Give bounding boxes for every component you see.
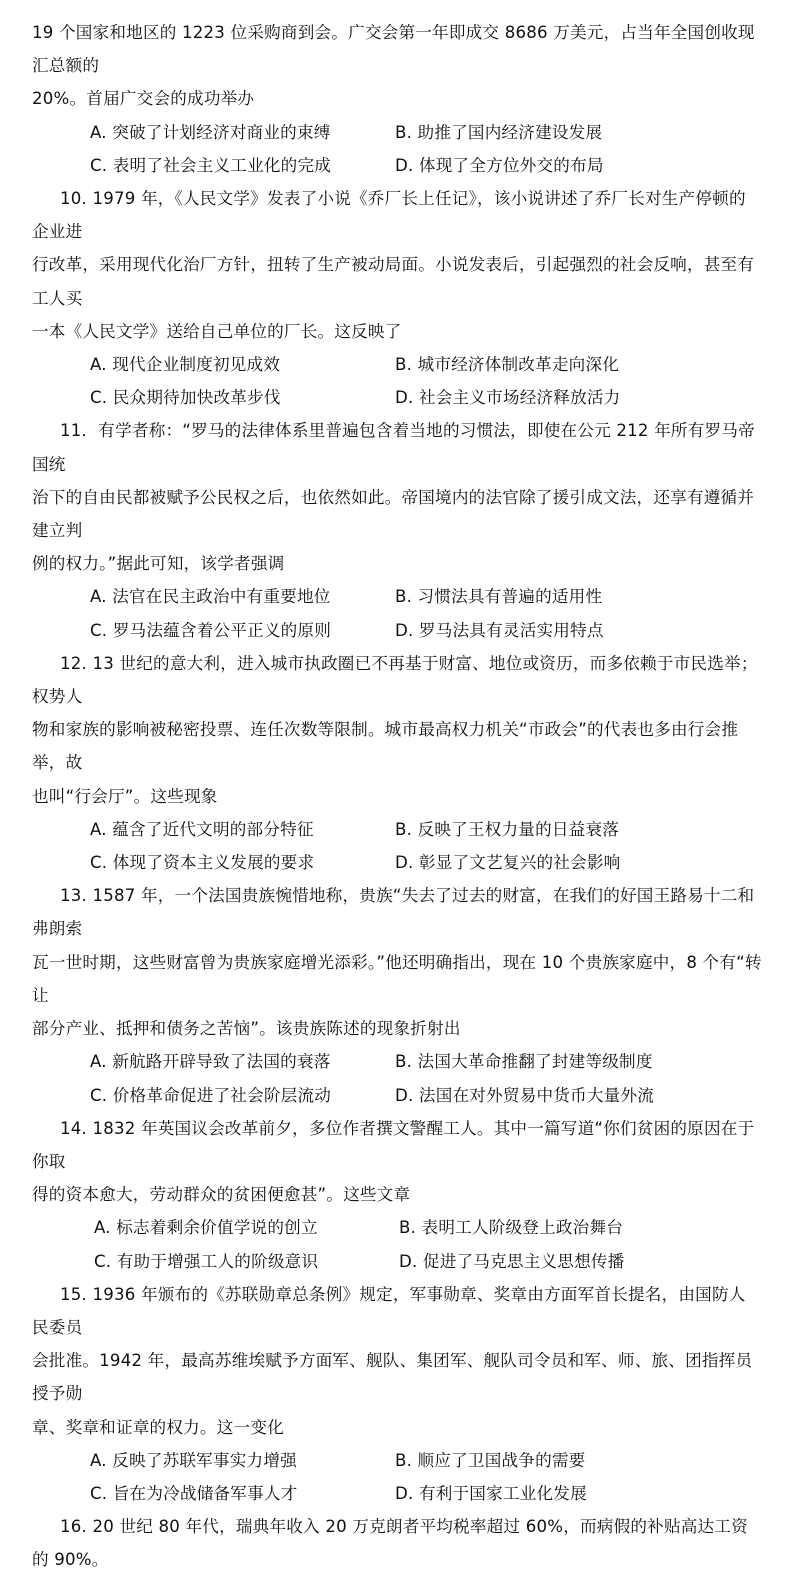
- question-stem-line: 物和家族的影响被秘密投票、连任次数等限制。城市最高权力机关“市政会”的代表也多由行会推举，故: [32, 720, 739, 773]
- option-a: A. 新航路开辟导致了法国的衰落: [90, 1052, 331, 1072]
- option-d: D. 社会主义市场经济释放活力: [395, 388, 621, 408]
- question-stem-line: 10. 1979 年，《人民文学》发表了小说《乔厂长上任记》，该小说讲述了乔厂长对生产停顿的企业进: [32, 189, 746, 242]
- answer-options: [32, 1211, 762, 1277]
- option-c: C. 价格革命促进了社会阶层流动: [90, 1085, 332, 1105]
- question-15: [32, 1278, 762, 1510]
- question-10: [32, 182, 762, 414]
- option-b: B. 反映了王权力量的日益衰落: [395, 819, 620, 839]
- option-b: B. 表明工人阶级登上政治舞台: [399, 1218, 624, 1238]
- option-c: C. 民众期待加快改革步伐: [90, 388, 281, 408]
- question-stem-line: 会批准。1942 年，最高苏维埃赋予方面军、舰队、集团军、舰队司令员和军、师、旅、团指挥员授予勋: [32, 1351, 753, 1404]
- question-stem-line: 20%。首届广交会的成功举办: [32, 89, 255, 109]
- option-d: D. 有利于国家工业化发展: [395, 1483, 587, 1503]
- question-stem-line: 11．有学者称：“罗马的法律体系里普遍包含着当地的习惯法，即使在公元 212 年所有罗马帝国统: [32, 421, 755, 474]
- option-a: A. 反映了苏联军事实力增强: [90, 1450, 297, 1470]
- option-d: D. 促进了马克思主义思想传播: [399, 1251, 625, 1271]
- question-stem-line: 一本《人民文学》送给自己单位的厂长。这反映了: [32, 321, 402, 341]
- option-a: A. 蕴含了近代文明的部分特征: [90, 819, 314, 839]
- question-stem-line: 14. 1832 年英国议会改革前夕，多位作者撰文警醒工人。其中一篇写道“你们贫困的原因在于你取: [32, 1118, 755, 1171]
- question-stem-line: 部分产业、抵押和债务之苦恼”。该贵族陈述的现象折射出: [32, 1019, 461, 1039]
- question-stem-line: 12. 13 世纪的意大利，进入城市执政圈已不再基于财富、地位或资历，而多依赖于市民选举；权势人: [32, 653, 758, 707]
- question-stem-line: 得的资本愈大，劳动群众的贫困便愈甚”。这些文章: [32, 1185, 411, 1205]
- question-stem-line: 16. 20 世纪 80 年代，瑞典年收入 20 万克朗者平均税率超过 60%，而病假的补贴高达工资的 90%。: [32, 1517, 748, 1570]
- question-stem-line: 章、奖章和证章的权力。这一变化: [32, 1417, 284, 1437]
- question-9-continued: [32, 16, 762, 182]
- option-a: A. 现代企业制度初见成效: [90, 355, 281, 375]
- question-stem-line: 行改革，采用现代化治厂方针，扭转了生产被动局面。小说发表后，引起强烈的社会反响，甚至有工人买: [32, 255, 755, 308]
- question-14: [32, 1112, 762, 1278]
- question-16: [32, 1510, 762, 1576]
- question-12: [32, 647, 762, 879]
- question-stem-line: 也叫“行会厅”。这些现象: [32, 786, 218, 806]
- option-c: C. 有助于增强工人的阶级意识: [94, 1251, 319, 1271]
- option-b: B. 城市经济体制改革走向深化: [395, 355, 620, 375]
- option-c: C. 罗马法蕴含着公平正义的原则: [90, 620, 332, 640]
- option-a: A. 法官在民主政治中有重要地位: [90, 587, 331, 607]
- question-stem-line: 19 个国家和地区的 1223 位采购商到会。广交会第一年即成交 8686 万美元，占当年全国创收现汇总额的: [32, 23, 755, 76]
- option-c: C. 表明了社会主义工业化的完成: [90, 155, 332, 175]
- option-d: D. 体现了全方位外交的布局: [395, 155, 604, 175]
- option-d: D. 罗马法具有灵活实用特点: [395, 620, 604, 640]
- option-a: A. 突破了计划经济对商业的束缚: [90, 122, 331, 142]
- option-c: C. 体现了资本主义发展的要求: [90, 853, 315, 873]
- question-stem-line: 例的权力。”据此可知，该学者强调: [32, 554, 285, 574]
- question-stem-line: 治下的自由民都被赋予公民权之后，也依然如此。帝国境内的法官除了援引成文法，还享有遵循并建立判: [32, 487, 755, 541]
- answer-options: [32, 813, 762, 879]
- answer-options: [32, 116, 762, 182]
- option-d: D. 法国在对外贸易中货币大量外流: [395, 1085, 655, 1105]
- option-c: C. 旨在为冷战储备军事人才: [90, 1483, 298, 1503]
- answer-options: [32, 580, 762, 646]
- question-stem-line: 瓦一世时期，这些财富曾为贵族家庭增光添彩。”他还明确指出，现在 10 个贵族家庭中，8 个有“转让: [32, 952, 762, 1005]
- option-b: B. 助推了国内经济建设发展: [395, 122, 603, 142]
- answer-options: [32, 1045, 762, 1111]
- question-stem-line: 13. 1587 年，一个法国贵族惋惜地称，贵族“失去了过去的财富，在我们的好国王路易十二和弗朗索: [32, 886, 755, 939]
- question-11: [32, 414, 762, 646]
- answer-options: [32, 1444, 762, 1510]
- option-a: A. 标志着剩余价值学说的创立: [94, 1218, 318, 1238]
- option-b: B. 法国大革命推翻了封建等级制度: [395, 1052, 653, 1072]
- question-13: [32, 879, 762, 1111]
- question-stem-line: 15. 1936 年颁布的《苏联勋章总条例》规定，军事勋章、奖章由方面军首长提名，由国防人民委员: [32, 1284, 746, 1337]
- option-d: D. 彰显了文艺复兴的社会影响: [395, 853, 621, 873]
- answer-options: [32, 348, 762, 414]
- option-b: B. 习惯法具有普遍的适用性: [395, 587, 603, 607]
- option-b: B. 顺应了卫国战争的需要: [395, 1450, 586, 1470]
